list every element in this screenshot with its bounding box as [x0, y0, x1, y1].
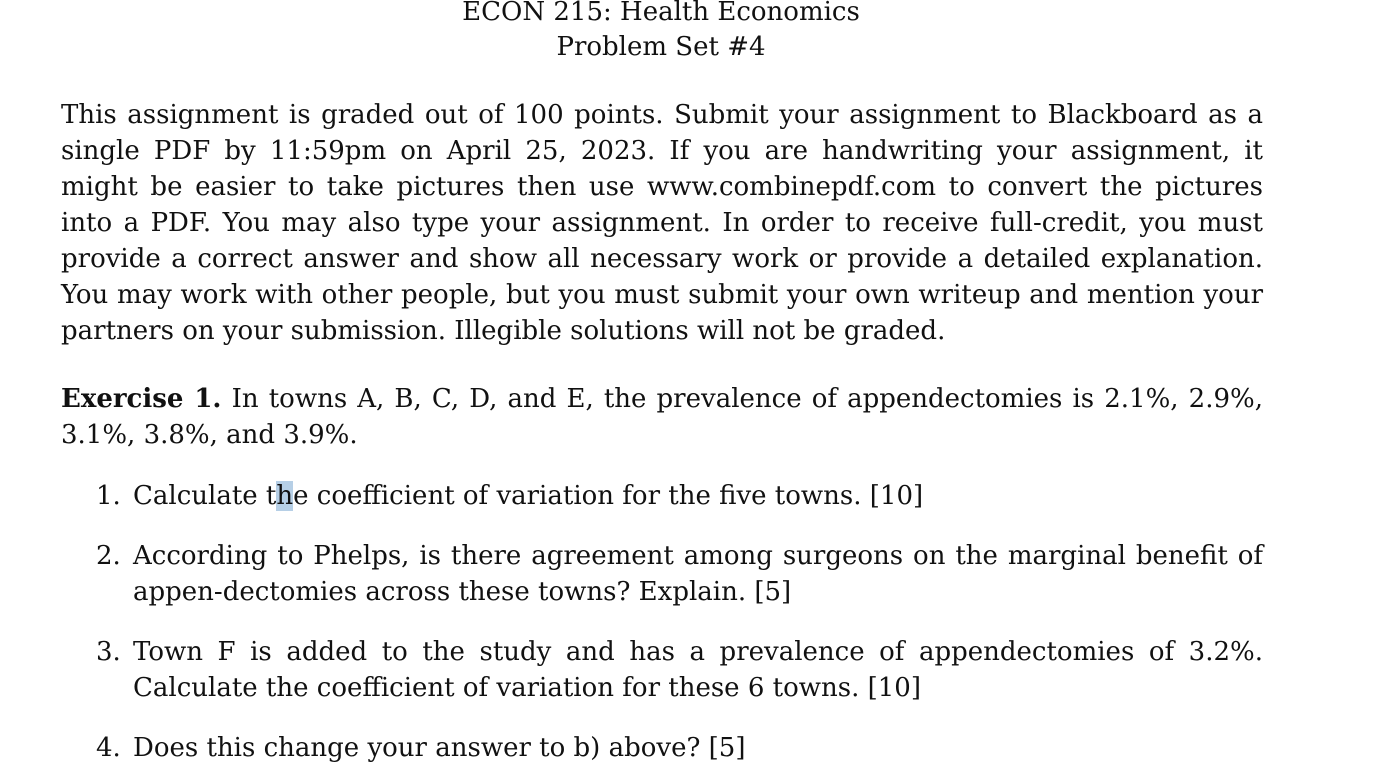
question-text [133, 478, 1263, 514]
question-item-2 [96, 538, 1263, 610]
question-number: 4. [96, 733, 121, 763]
exercise-1-statement [61, 381, 1263, 453]
exercise-text: In towns A, B, C, D, and E, the prevalence of appendectomies is 2.1%, 2.9%, 3.1%, 3.8%, and 3.9%. [61, 384, 1263, 450]
question-text: Town F is added to the study and has a prevalence of appendectomies of 3.2%. Calculate the coefficient of variation for these 6 towns. [10] [133, 637, 1263, 703]
course-title: ECON 215: Health Economics [462, 0, 860, 27]
question-text-part: e coefficient of variation for the five towns. [10] [293, 481, 924, 511]
question-text: According to Phelps, is there agreement among surgeons on the marginal benefit of appen-dectomies across these towns? Explain. [5] [133, 541, 1263, 607]
question-number: 2. [96, 541, 121, 571]
text-selection-highlight[interactable]: h [276, 481, 294, 511]
problem-set-title: Problem Set #4 [556, 32, 766, 62]
question-number: 3. [96, 637, 121, 667]
question-text-part: Calculate t [133, 481, 277, 511]
question-number: 1. [96, 481, 121, 511]
question-item-1 [96, 478, 1263, 514]
exercise-label: Exercise 1. [61, 384, 222, 414]
question-item-3 [96, 634, 1263, 706]
question-item-4 [96, 730, 1263, 766]
question-text: Does this change your answer to b) above? [5] [133, 733, 746, 763]
instructions-paragraph: This assignment is graded out of 100 points. Submit your assignment to Blackboard as a single PDF by 11:59pm on April 25, 2023. If you are handwriting your assignment, it might be easier to take pictures then use www.combinepdf.com to convert the pictures into a PDF. You may also type your assignment. In order to receive full-credit, you must provide a correct answer and show all necessary work or provide a detailed explanation. You may work with other people, but you must submit your own writeup and mention your partners on your submission. Illegible solutions will not be graded. [61, 100, 1263, 346]
